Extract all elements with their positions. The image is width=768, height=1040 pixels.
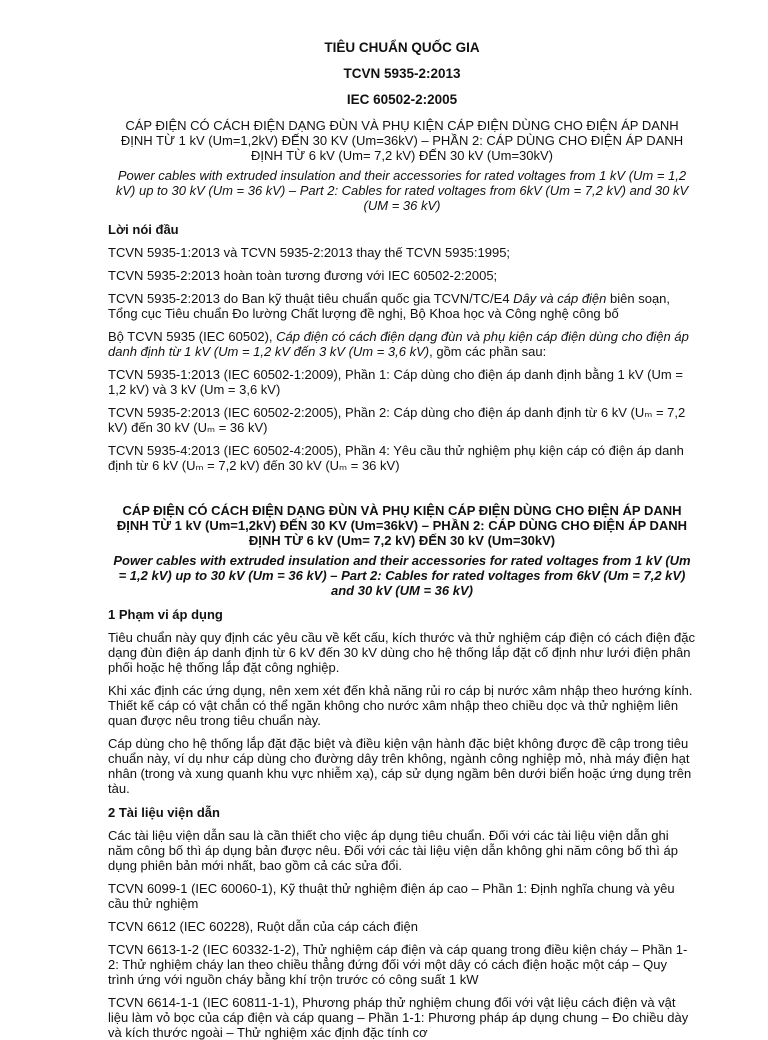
- body-title-vietnamese: CÁP ĐIỆN CÓ CÁCH ĐIỆN DẠNG ĐÙN VÀ PHỤ KIỆN CÁP ĐIỆN DÙNG CHO ĐIỆN ÁP DANH ĐỊNH TỪ 1 kV (Um=1,2kV) ĐẾN 30 KV (Um=36kV) – PHẦN 2: CÁP DÙNG CHO ĐIỆN ÁP DANH ĐỊNH TỪ 6 kV (Um= 7,2 kV) ĐẾN 30 kV (Um=30kV): [116, 503, 688, 548]
- foreword-paragraph: TCVN 5935-1:2013 (IEC 60502-1:2009), Phần 1: Cáp dùng cho điện áp danh định bằng 1 kV (Um = 1,2 kV) và 3 kV (Um = 3,6 kV): [108, 367, 683, 397]
- foreword-paragraph: TCVN 5935-4:2013 (IEC 60502-4:2005), Phần 4: Yêu cầu thử nghiệm phụ kiện cáp có điện áp danh định từ 6 kV (Uₘ = 7,2 kV) đến 30 kV (Uₘ = 36 kV): [108, 443, 684, 473]
- foreword-text: TCVN 5935-2:2013 do Ban kỹ thuật tiêu chuẩn quốc gia TCVN/TC/E4: [108, 291, 514, 306]
- document-page: [108, 40, 696, 1040]
- section-2-heading: 2 Tài liệu viện dẫn: [108, 805, 220, 820]
- body-title-english: Power cables with extruded insulation and their accessories for rated voltages from 1 kV (Um = 1,2 kV) up to 30 kV (Um = 36 kV) – Part 2: Cables for rated voltages from 6kV (Um = 7,2 kV) and 30 kV (UM = 36 kV): [113, 553, 691, 598]
- foreword-paragraph: TCVN 5935-1:2013 và TCVN 5935-2:2013 thay thế TCVN 5935:1995;: [108, 245, 511, 260]
- foreword-text: , gồm các phần sau:: [429, 344, 547, 359]
- title-vietnamese: CÁP ĐIỆN CÓ CÁCH ĐIỆN DẠNG ĐÙN VÀ PHỤ KIỆN CÁP ĐIỆN DÙNG CHO ĐIỆN ÁP DANH ĐỊNH TỪ 1 kV (Um=1,2kV) ĐẾN 30 KV (Um=36kV) – PHẦN 2: CÁP DÙNG CHO ĐIỆN ÁP DANH ĐỊNH TỪ 6 kV (Um= 7,2 kV) ĐẾN 30 kV (Um=30kV): [120, 118, 684, 163]
- section-1-paragraph: Khi xác định các ứng dụng, nên xem xét đến khả năng rủi ro cáp bị nước xâm nhập theo hướng kính. Thiết kế cáp có vật chắn có thể ngăn không cho nước xâm nhập theo chiều dọc và thử nghiệm liên quan được nêu trong tiêu chuẩn này.: [108, 683, 693, 728]
- series-title: Cáp điện có cách điện dạng đùn và phụ kiện cáp điện dùng cho điện áp danh định từ 1 kV (Um = 1,2 kV đến 3 kV (Um = 3,6 kV): [108, 329, 689, 359]
- foreword-paragraph: TCVN 5935-2:2013 (IEC 60502-2:2005), Phần 2: Cáp dùng cho điện áp danh định từ 6 kV (Uₘ = 7,2 kV) đến 30 kV (Uₘ = 36 kV): [108, 405, 686, 435]
- iec-code: IEC 60502-2:2005: [346, 92, 458, 107]
- foreword-paragraph: [108, 291, 696, 321]
- section-1-heading: 1 Phạm vi áp dụng: [108, 607, 223, 622]
- foreword-paragraph: TCVN 5935-2:2013 hoàn toàn tương đương với IEC 60502-2:2005;: [108, 268, 498, 283]
- standard-label: TIÊU CHUẨN QUỐC GIA: [324, 40, 480, 55]
- section-1-paragraph: Cáp dùng cho hệ thống lắp đặt đặc biệt và điều kiện vận hành đặc biệt không được đề cập trong tiêu chuẩn này, ví dụ như cáp dùng cho đường dây trên không, ngành công nghiệp mỏ, nhà máy điện hạt nhân (trong và xung quanh khu vực nhiễm xạ), cáp sử dụng ngầm bên dưới biển hoặc ứng dụng trên tàu.: [108, 736, 692, 796]
- title-english: Power cables with extruded insulation and their accessories for rated voltages from 1 kV (Um = 1,2 kV) up to 30 kV (Um = 36 kV) – Part 2: Cables for rated voltages from 6kV (Um = 7,2 kV) and 30 kV (UM = 36 kV): [115, 168, 689, 213]
- tcvn-code: TCVN 5935-2:2013: [343, 66, 461, 81]
- foreword-text: biên soạn, Tổng cục Tiêu chuẩn Đo lường Chất lượng đề nghị, Bộ Khoa học và Công nghệ công bố: [108, 291, 671, 321]
- foreword-text: Bộ TCVN 5935 (IEC 60502),: [108, 329, 277, 344]
- reference-entry: TCVN 6099-1 (IEC 60060-1), Kỹ thuật thử nghiệm điện áp cao – Phần 1: Định nghĩa chung và yêu cầu thử nghiệm: [108, 881, 675, 911]
- section-1-paragraph: Tiêu chuẩn này quy định các yêu cầu về kết cấu, kích thước và thử nghiệm cáp điện có cách điện đặc dạng đùn điện áp danh định từ 6 kV đến 30 kV dùng cho hệ thống lắp đặt cố định như lưới điện phân phối hoặc hệ thống lắp đặt công nghiệp.: [108, 630, 695, 675]
- reference-entry: TCVN 6612 (IEC 60228), Ruột dẫn của cáp cách điện: [108, 919, 419, 934]
- foreword-heading: Lời nói đầu: [108, 222, 179, 237]
- foreword-paragraph: [108, 329, 696, 359]
- reference-entry: TCVN 6614-1-1 (IEC 60811-1-1), Phương pháp thử nghiệm chung đối với vật liệu cách điện và vật liệu làm vỏ bọc của cáp điện và cáp quang – Phần 1-1: Phương pháp áp dụng chung – Đo chiều dày và kích thước ngoài – Thử nghiệm xác định đặc tính cơ: [108, 995, 689, 1040]
- committee-name: Dây và cáp điện: [513, 291, 607, 306]
- section-2-paragraph: Các tài liệu viện dẫn sau là cần thiết cho việc áp dụng tiêu chuẩn. Đối với các tài liệu viện dẫn ghi năm công bố thì áp dụng bản được nêu. Đối với các tài liệu viện dẫn không ghi năm công bố thì áp dụng phiên bản mới nhất, bao gồm cả các sửa đổi.: [108, 828, 678, 873]
- reference-entry: TCVN 6613-1-2 (IEC 60332-1-2), Thử nghiệm cáp điện và cáp quang trong điều kiện cháy – Phần 1-2: Thử nghiệm cháy lan theo chiều thẳng đứng đối với một dây có cách điện hoặc một cáp – Quy trình ứng với nguồn cháy bằng khí trộn trước có công suất 1 kW: [108, 942, 688, 987]
